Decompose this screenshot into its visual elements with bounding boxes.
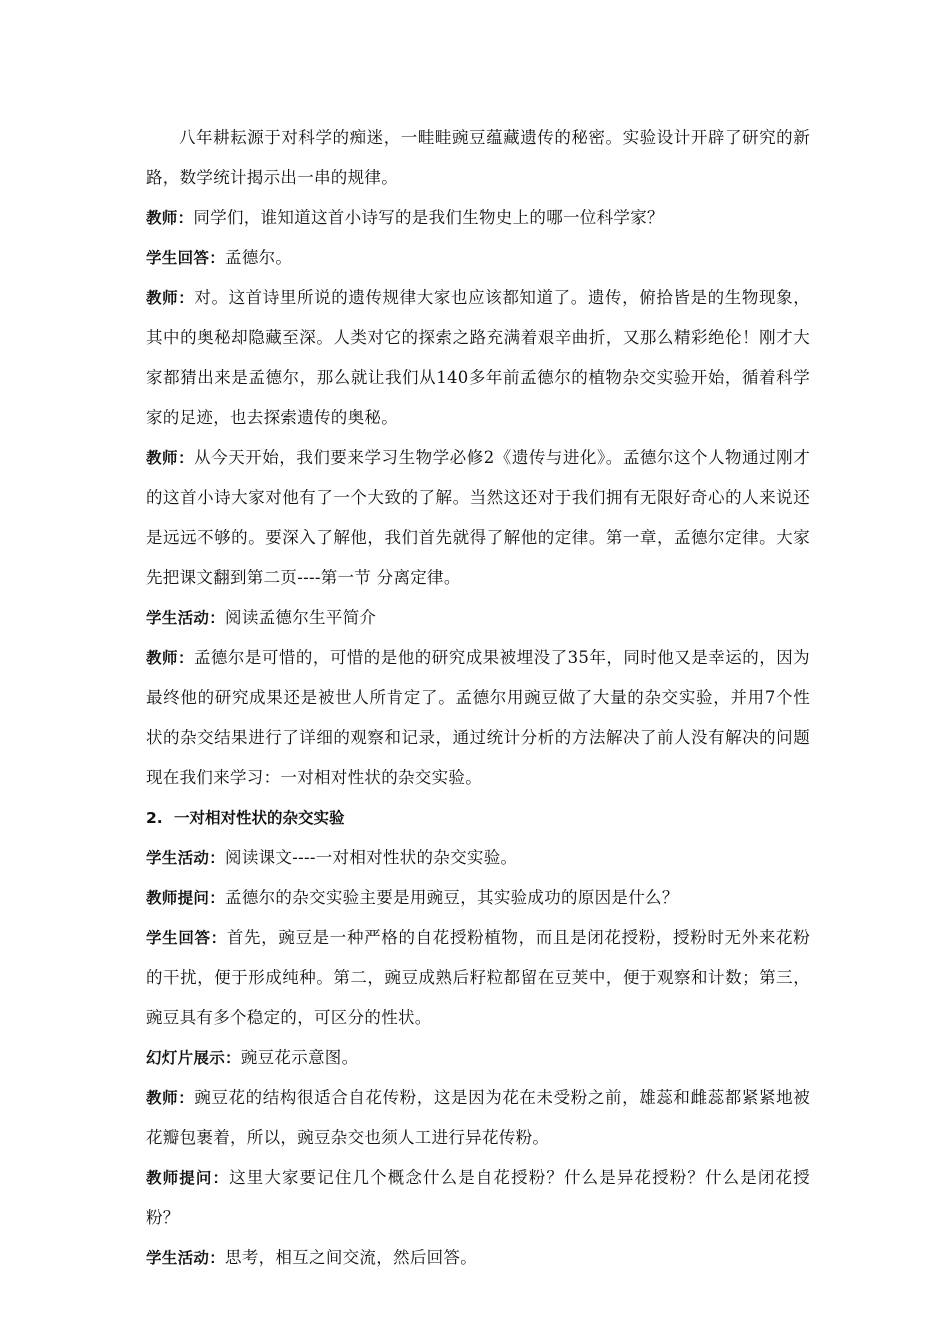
dialogue-line — [146, 1238, 810, 1278]
section-heading — [146, 798, 810, 838]
speaker-label: 学生回答： — [146, 249, 226, 267]
dialogue-line — [146, 598, 810, 638]
speaker-label: 教师提问： — [146, 1169, 230, 1187]
dialogue-text: 豌豆花的结构很适合自花传粉，这是因为花在未受粉之前，雄蕊和雌蕊都紧紧地被花瓣包裹着，所以，豌豆杂交也须人工进行异花传粉。 — [146, 1088, 810, 1147]
dialogue-text: 阅读课文----一对相对性状的杂交实验。 — [225, 848, 518, 867]
speaker-label: 学生活动： — [146, 849, 226, 867]
speaker-label: 教师： — [146, 209, 194, 227]
dialogue-text: 思考，相互之间交流，然后回答。 — [225, 1248, 478, 1267]
dialogue-line — [146, 1158, 810, 1238]
section-number: 2. — [146, 809, 163, 827]
dialogue-text: 同学们，谁知道这首小诗写的是我们生物史上的哪一位科学家？ — [193, 208, 664, 227]
dialogue-text: 对。这首诗里所说的遗传规律大家也应该都知道了。遗传，俯拾皆是的生物现象，其中的奥秘却隐藏至深。人类对它的探索之路充满着艰辛曲折，又那么精彩绝伦！刚才大家都猜出来是孟德尔，那么就让我们从140多年前孟德尔的植物杂交实验开始，循着科学家的足迹，也去探索遗传的奥秘。 — [146, 288, 810, 427]
dialogue-line — [146, 1038, 810, 1078]
speaker-label: 教师： — [146, 649, 194, 667]
dialogue-line — [146, 1078, 810, 1158]
dialogue-line — [146, 278, 810, 438]
dialogue-line — [146, 438, 810, 598]
speaker-label: 教师： — [146, 449, 195, 467]
dialogue-text: 这里大家要记住几个概念什么是自花授粉？什么是异花授粉？什么是闭花授粉？ — [146, 1168, 810, 1227]
speaker-label: 学生活动： — [146, 609, 226, 627]
intro-poem: 八年耕耘源于对科学的痴迷，一畦畦豌豆蕴藏遗传的秘密。实验设计开辟了研究的新路，数学统计揭示出一串的规律。 — [146, 128, 810, 187]
dialogue-line — [146, 878, 810, 918]
dialogue-text: 首先，豌豆是一种严格的自花授粉植物，而且是闭花授粉，授粉时无外来花粉的干扰，便于形成纯种。第二，豌豆成熟后籽粒都留在豆荚中，便于观察和计数；第三，豌豆具有多个稳定的，可区分的性状。 — [146, 928, 810, 1027]
speaker-label: 教师： — [146, 289, 195, 307]
speaker-label: 学生活动： — [146, 1249, 226, 1267]
dialogue-text: 豌豆花示意图。 — [240, 1048, 359, 1067]
dialogue-text: 阅读孟德尔生平简介 — [225, 608, 377, 627]
dialogue-line — [146, 238, 810, 278]
speaker-label: 学生回答： — [146, 929, 227, 947]
section-title: 一对相对性状的杂交实验 — [174, 809, 345, 827]
dialogue-line — [146, 838, 810, 878]
speaker-label: 教师： — [146, 1089, 195, 1107]
dialogue-line — [146, 918, 810, 1038]
dialogue-line — [146, 638, 810, 798]
dialogue-text: 孟德尔。 — [225, 248, 293, 267]
dialogue-text: 孟德尔的杂交实验主要是用豌豆，其实验成功的原因是什么？ — [225, 888, 679, 907]
dialogue-line — [146, 198, 810, 238]
document-page — [146, 118, 810, 1278]
dialogue-text: 从今天开始，我们要来学习生物学必修2《遗传与进化》。孟德尔这个人物通过刚才的这首小诗大家对他有了一个大致的了解。当然这还对于我们拥有无限好奇心的人来说还是远远不够的。要深入了解他，我们首先就得了解他的定律。第一章，孟德尔定律。大家先把课文翻到第二页----第一节 分离定律。 — [146, 448, 810, 587]
speaker-label: 教师提问： — [146, 889, 226, 907]
speaker-label: 幻灯片展示： — [146, 1049, 241, 1067]
dialogue-text: 孟德尔是可惜的，可惜的是他的研究成果被埋没了35年，同时他又是幸运的，因为最终他的研究成果还是被世人所肯定了。孟德尔用豌豆做了大量的杂交实验，并用7个性状的杂交结果进行了详细的观察和记录，通过统计分析的方法解决了前人没有解决的问题现在我们来学习：一对相对性状的杂交实验。 — [146, 648, 810, 787]
